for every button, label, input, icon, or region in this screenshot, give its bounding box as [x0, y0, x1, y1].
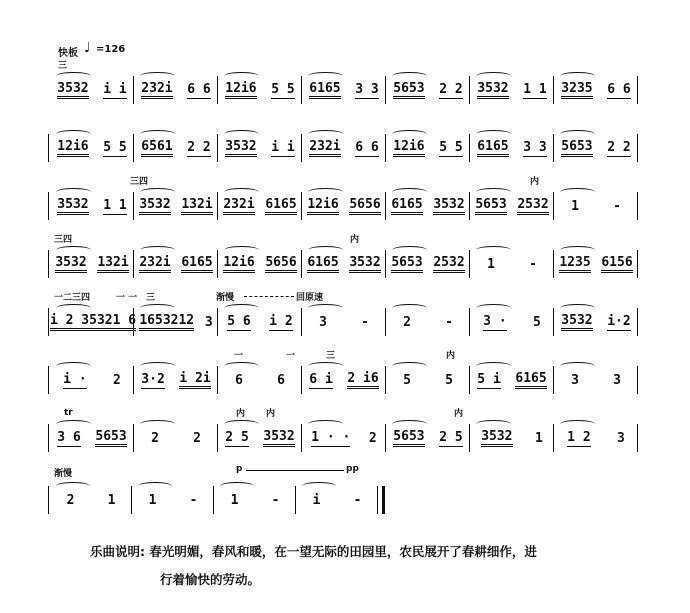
note-group: 1 2	[567, 429, 591, 445]
description-text-line1: 春光明媚，春风和暖，在一望无际的田园里，农民展开了春耕细作，进	[149, 544, 537, 559]
measure	[218, 360, 302, 400]
note-group: 6156	[601, 255, 632, 273]
note-group: 6561	[141, 139, 172, 157]
performance-mark: 一	[234, 351, 244, 361]
measure	[134, 186, 218, 226]
performance-mark: 三	[146, 293, 156, 303]
note-group: 6 6	[607, 81, 631, 97]
staff-row	[50, 464, 650, 520]
note-group: 5 5	[103, 139, 127, 155]
measure	[218, 418, 302, 458]
note-group: 3	[571, 372, 579, 388]
note-group: 6	[277, 372, 285, 388]
note-group: -	[271, 492, 280, 508]
performance-mark: tr	[64, 408, 73, 418]
note-group: 5	[445, 372, 453, 388]
note-group: 3532	[57, 81, 88, 99]
tempo-label: 快板	[58, 48, 78, 59]
barline	[637, 192, 638, 220]
note-group: 5656	[349, 197, 380, 215]
measure	[134, 418, 218, 458]
note-group: 12i6	[57, 139, 88, 157]
note-group: 3 3	[355, 81, 379, 97]
note-group: 5653	[475, 197, 506, 215]
note-group: 2 2	[607, 139, 631, 155]
note-group: -	[189, 492, 198, 508]
note-group: 2 i6	[347, 371, 378, 389]
note-group: 5653	[393, 429, 424, 447]
measure	[218, 70, 302, 110]
measure	[470, 302, 554, 342]
performance-mark: 回原速	[296, 293, 324, 303]
note-group: -	[445, 314, 453, 330]
opening-mark: 三	[58, 61, 68, 71]
barline	[637, 424, 638, 452]
performance-mark: 内	[350, 235, 360, 245]
measure	[50, 418, 134, 458]
note-group: 3532	[561, 313, 592, 331]
note-group: i 2	[269, 313, 293, 329]
note-group: 3532	[481, 429, 512, 447]
note-group: i 2i	[179, 371, 210, 389]
measure	[132, 480, 214, 520]
measure	[302, 302, 386, 342]
note-group: 3532	[349, 255, 380, 273]
measure	[470, 70, 554, 110]
performance-mark: 一 一	[116, 293, 138, 303]
note-group: 3	[617, 430, 625, 446]
note-group: 3532	[55, 255, 86, 273]
measure	[470, 244, 554, 284]
measure	[302, 70, 386, 110]
barline	[48, 134, 49, 162]
measure	[134, 70, 218, 110]
barline	[637, 366, 638, 394]
performance-mark: 三四	[54, 235, 73, 245]
note-group: 232i	[309, 139, 340, 157]
measure	[134, 360, 218, 400]
note-group: 6165	[309, 81, 340, 99]
measure	[50, 70, 134, 110]
performance-mark: 三四	[130, 177, 149, 187]
note-group: 12i6	[225, 81, 256, 99]
performance-mark: 内	[266, 409, 276, 419]
note-group: 5	[533, 314, 541, 330]
measure	[470, 418, 554, 458]
note-group: 6165	[515, 371, 546, 389]
note-group: 6165	[307, 255, 338, 273]
barline	[48, 250, 49, 278]
measure	[554, 244, 638, 284]
note-group: 1 · ·	[311, 429, 351, 445]
measure	[50, 128, 134, 168]
tempo-dashed-line	[244, 296, 294, 297]
measure	[50, 244, 134, 284]
measure	[218, 302, 302, 342]
measure	[386, 186, 470, 226]
measure	[134, 302, 218, 342]
note-group: i ·	[63, 371, 87, 387]
barline	[637, 308, 638, 336]
note-group: 3532	[477, 81, 508, 99]
note-group: 5653	[393, 81, 424, 99]
measure	[50, 480, 132, 520]
note-group: i·2	[607, 313, 631, 329]
quarter-note-icon: ♩	[84, 40, 91, 56]
measure	[554, 128, 638, 168]
note-group: 2	[403, 314, 411, 330]
note-group: 1	[571, 198, 579, 214]
measure	[470, 128, 554, 168]
measure	[218, 128, 302, 168]
performance-mark: 内	[454, 409, 464, 419]
measure	[296, 480, 378, 520]
note-group: 3	[204, 314, 213, 330]
measure	[554, 70, 638, 110]
barline	[637, 76, 638, 104]
staff-row	[50, 293, 650, 342]
note-group: 2532	[433, 255, 464, 273]
measure	[50, 186, 134, 226]
note-group: 132i	[97, 255, 128, 273]
note-group: 6165	[391, 197, 422, 215]
note-group: i	[312, 492, 321, 508]
performance-mark: 一	[286, 351, 296, 361]
measure	[470, 186, 554, 226]
note-group: 132i	[181, 197, 212, 215]
measure	[554, 418, 638, 458]
barline	[48, 308, 49, 336]
note-group: 3532	[433, 197, 464, 215]
staff-row	[50, 128, 650, 168]
note-group: 3532	[57, 197, 88, 215]
note-group: 6165	[477, 139, 508, 157]
note-group: 2	[151, 430, 159, 446]
performance-mark: 内	[446, 351, 456, 361]
note-group: 12i6	[307, 197, 338, 215]
note-group: i 2 3	[50, 313, 89, 331]
note-group: 5653	[561, 139, 592, 157]
measure	[386, 418, 470, 458]
note-group: 1	[107, 492, 116, 508]
note-group: 232i	[141, 81, 172, 99]
note-group: 2 2	[187, 139, 211, 155]
note-group: 3 3	[523, 139, 547, 155]
note-group: 2	[193, 430, 201, 446]
note-group: 1 1	[523, 81, 547, 97]
description-label: 乐曲说明:	[90, 544, 145, 559]
note-group: 12i6	[223, 255, 254, 273]
diminuendo-line	[246, 470, 344, 471]
performance-mark: pp	[346, 464, 359, 474]
staff-row	[50, 70, 650, 110]
measure	[386, 70, 470, 110]
performance-mark: 三	[326, 351, 336, 361]
staff-row	[50, 408, 650, 458]
note-group: 5653	[391, 255, 422, 273]
measure	[218, 244, 302, 284]
measure	[134, 128, 218, 168]
performance-mark: 渐慢	[216, 293, 235, 303]
note-group: 3235	[561, 81, 592, 99]
barline	[637, 134, 638, 162]
note-group: -	[353, 492, 362, 508]
note-group: 1	[534, 430, 543, 446]
note-group: 3	[613, 372, 621, 388]
measure	[554, 302, 638, 342]
note-group: 2	[368, 430, 377, 446]
note-group: 12i6	[393, 139, 424, 157]
measure	[302, 244, 386, 284]
staff-row	[50, 235, 650, 284]
note-group: 2 5	[225, 429, 249, 445]
note-group: 1	[487, 256, 495, 272]
note-group: 5	[403, 372, 411, 388]
note-group: 6 6	[355, 139, 379, 155]
measure	[214, 480, 296, 520]
note-group: 3·2	[141, 371, 165, 387]
measure	[50, 360, 134, 400]
note-group: 5 6	[227, 313, 251, 329]
note-group: 2	[113, 372, 121, 388]
staff-row	[50, 351, 650, 400]
barline	[48, 192, 49, 220]
note-group: 6	[235, 372, 243, 388]
note-group: i i	[271, 139, 295, 155]
note-group: 232i	[223, 197, 254, 215]
note-group: 2532	[517, 197, 548, 215]
note-group: 5656	[265, 255, 296, 273]
note-group: 2 5	[439, 429, 463, 445]
measure	[470, 360, 554, 400]
measure	[386, 244, 470, 284]
measure	[302, 360, 386, 400]
performance-mark: 内	[236, 409, 246, 419]
barline	[48, 366, 49, 394]
note-group: 3	[319, 314, 327, 330]
measure	[386, 128, 470, 168]
performance-mark: 渐慢	[54, 469, 73, 479]
barline	[48, 486, 49, 514]
barline	[637, 250, 638, 278]
note-group: 3532	[139, 197, 170, 215]
note-group: 2	[66, 492, 75, 508]
measure	[50, 302, 137, 342]
note-group: 5653	[95, 429, 126, 447]
staff-row	[50, 177, 650, 226]
measure	[302, 186, 386, 226]
note-group: 3532	[263, 429, 294, 447]
note-group: 2 2	[439, 81, 463, 97]
tempo-value: =126	[96, 44, 126, 55]
note-group: 5321 6	[89, 313, 136, 331]
measure	[554, 360, 638, 400]
note-group: 1 1	[103, 197, 127, 213]
measure	[554, 186, 638, 226]
piece-description	[90, 538, 660, 594]
note-group: 6 i	[309, 371, 333, 387]
final-barline	[377, 486, 385, 514]
note-group: 6165	[265, 197, 296, 215]
note-group: 3 ·	[483, 313, 507, 329]
performance-mark: 一二三四	[54, 293, 91, 303]
note-group: 5 i	[477, 371, 501, 387]
note-group: 1653212	[139, 313, 194, 331]
measure	[302, 418, 386, 458]
note-group: -	[529, 256, 537, 272]
note-group: 5 5	[271, 81, 295, 97]
performance-mark: 内	[530, 177, 540, 187]
performance-mark: p	[236, 464, 243, 474]
note-group: 1	[230, 492, 239, 508]
note-group: 6 6	[187, 81, 211, 97]
measure	[386, 360, 470, 400]
measure	[218, 186, 302, 226]
note-group: 1	[148, 492, 157, 508]
barline	[48, 424, 49, 452]
note-group: 6165	[181, 255, 212, 273]
note-group: 3532	[225, 139, 256, 157]
measure	[302, 128, 386, 168]
measure	[134, 244, 218, 284]
note-group: -	[361, 314, 369, 330]
note-group: 1235	[559, 255, 590, 273]
note-group: -	[613, 198, 621, 214]
note-group: 5 5	[439, 139, 463, 155]
note-group: 3 6	[57, 429, 81, 445]
measure	[386, 302, 470, 342]
note-group: i i	[103, 81, 127, 97]
note-group: 232i	[139, 255, 170, 273]
description-text-line2: 行着愉快的劳动。	[160, 572, 261, 587]
